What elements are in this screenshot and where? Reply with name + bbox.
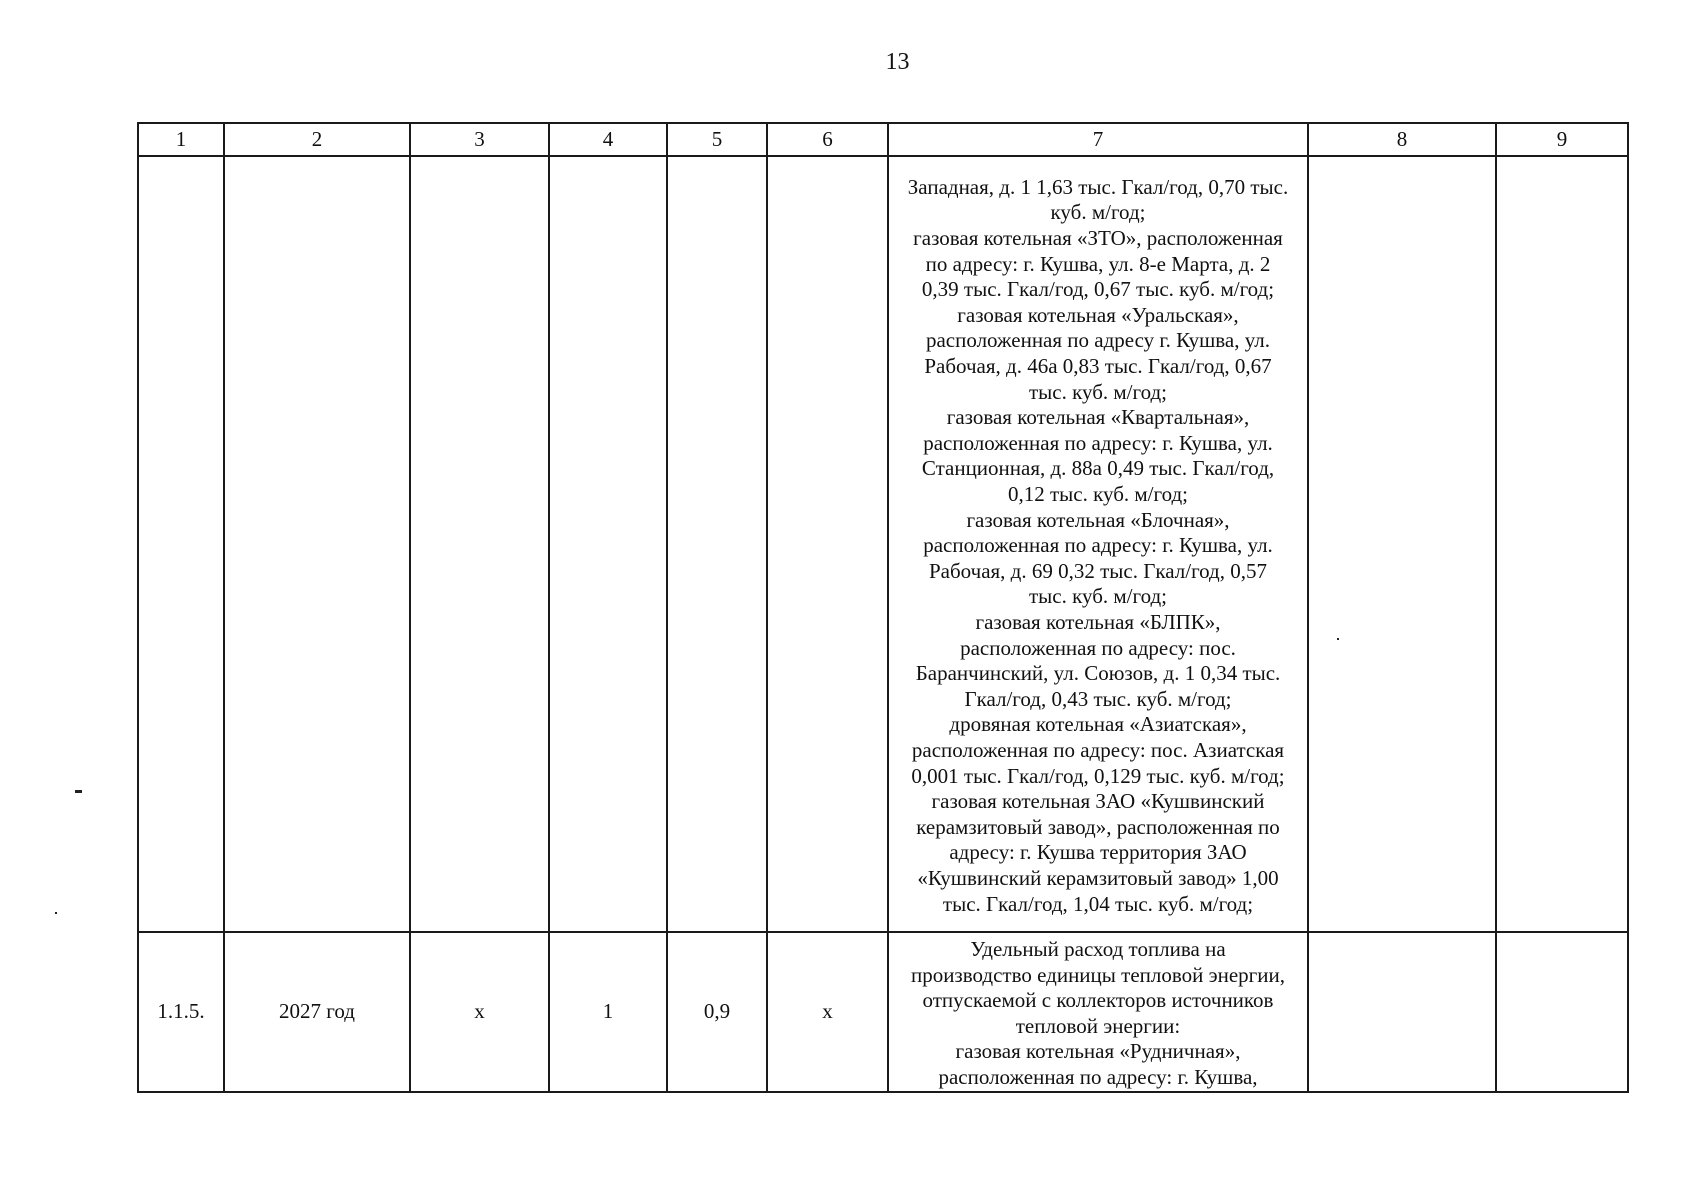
description-line: адресу: г. Кушва территория ЗАО xyxy=(949,840,1247,865)
description-line: тыс. Гкал/год, 1,04 тыс. куб. м/год; xyxy=(942,891,1254,916)
table-row xyxy=(138,932,1628,1092)
column-number-header-row xyxy=(138,123,1628,156)
description-line: расположенная по адресу: г. Кушва, ул. xyxy=(923,430,1273,455)
column-header-2: 2 xyxy=(224,123,410,156)
description-line: газовая котельная «ЗТО», расположенная xyxy=(913,226,1283,251)
description-line: газовая котельная «Квартальная», xyxy=(946,405,1250,430)
description-line: 0,001 тыс. Гкал/год, 0,129 тыс. куб. м/год; xyxy=(911,763,1285,788)
row-number-cell: 1.1.5. xyxy=(138,932,224,1092)
column-3-cell: x xyxy=(410,932,549,1092)
description-line: газовая котельная «Рудничная», xyxy=(955,1039,1241,1064)
description-line: расположенная по адресу г. Кушва, ул. xyxy=(925,328,1271,353)
description-line: расположенная по адресу: пос. Азиатская xyxy=(911,737,1285,762)
description-line: дровяная котельная «Азиатская», xyxy=(949,712,1247,737)
description-line: производство единицы тепловой энергии, xyxy=(910,962,1286,987)
column-header-3: 3 xyxy=(410,123,549,156)
empty-cell xyxy=(667,156,767,932)
description-line: тыс. куб. м/год; xyxy=(1028,584,1168,609)
description-line: тыс. куб. м/год; xyxy=(1028,379,1168,404)
scan-speck xyxy=(75,790,82,793)
description-line: тепловой энергии: xyxy=(1015,1013,1181,1038)
empty-cell xyxy=(224,156,410,932)
column-5-cell: 0,9 xyxy=(667,932,767,1092)
column-header-5: 5 xyxy=(667,123,767,156)
empty-cell xyxy=(410,156,549,932)
page-number: 13 xyxy=(885,49,910,75)
year-cell: 2027 год xyxy=(224,932,410,1092)
description-line: Баранчинский, ул. Союзов, д. 1 0,34 тыс. xyxy=(915,661,1281,686)
description-line: 0,12 тыс. куб. м/год; xyxy=(1007,482,1189,507)
description-line: Гкал/год, 0,43 тыс. куб. м/год; xyxy=(964,686,1232,711)
row-description-cell xyxy=(888,932,1308,1092)
description-line: отпускаемой с коллекторов источников xyxy=(922,988,1274,1013)
description-line: керамзитовый завод», расположенная по xyxy=(916,814,1280,839)
description-line: расположенная по адресу: г. Кушва, xyxy=(938,1064,1258,1089)
description-line: по адресу: г. Кушва, ул. 8-е Марта, д. 2 xyxy=(925,251,1271,276)
column-header-9: 9 xyxy=(1496,123,1628,156)
column-header-8: 8 xyxy=(1308,123,1496,156)
description-line: газовая котельная «Блочная», xyxy=(966,507,1230,532)
column-header-6: 6 xyxy=(767,123,888,156)
description-line: Станционная, д. 88а 0,49 тыс. Гкал/год, xyxy=(921,456,1275,481)
empty-cell xyxy=(767,156,888,932)
column-9-cell xyxy=(1496,932,1628,1092)
column-header-7: 7 xyxy=(888,123,1308,156)
description-line: газовая котельная «БЛПК», xyxy=(975,609,1221,634)
description-line: газовая котельная ЗАО «Кушвинский xyxy=(931,789,1265,814)
column-4-cell: 1 xyxy=(549,932,667,1092)
continuation-row xyxy=(138,156,1628,932)
column-6-cell: x xyxy=(767,932,888,1092)
column-header-4: 4 xyxy=(549,123,667,156)
scan-speck xyxy=(1337,638,1339,640)
description-line: куб. м/год; xyxy=(1050,200,1146,225)
description-line: Рабочая, д. 69 0,32 тыс. Гкал/год, 0,57 xyxy=(929,558,1267,583)
description-line: Западная, д. 1 1,63 тыс. Гкал/год, 0,70 тыс. xyxy=(907,174,1289,199)
description-line: Рабочая, д. 46а 0,83 тыс. Гкал/год, 0,67 xyxy=(924,354,1272,379)
description-line: расположенная по адресу: пос. xyxy=(960,635,1236,660)
column-8-cell xyxy=(1308,932,1496,1092)
column-header-1: 1 xyxy=(138,123,224,156)
continuation-description-cell xyxy=(888,156,1308,932)
data-table xyxy=(137,122,1629,1093)
description-line: Удельный расход топлива на xyxy=(970,937,1226,961)
description-line: расположенная по адресу: г. Кушва, ул. xyxy=(923,533,1273,558)
empty-cell xyxy=(138,156,224,932)
description-line: газовая котельная «Уральская», xyxy=(957,302,1239,327)
empty-cell xyxy=(1496,156,1628,932)
empty-cell xyxy=(1308,156,1496,932)
description-line: 0,39 тыс. Гкал/год, 0,67 тыс. куб. м/год; xyxy=(921,277,1275,302)
scan-speck xyxy=(55,912,57,914)
empty-cell xyxy=(549,156,667,932)
description-line: «Кушвинский керамзитовый завод» 1,00 xyxy=(917,865,1279,890)
